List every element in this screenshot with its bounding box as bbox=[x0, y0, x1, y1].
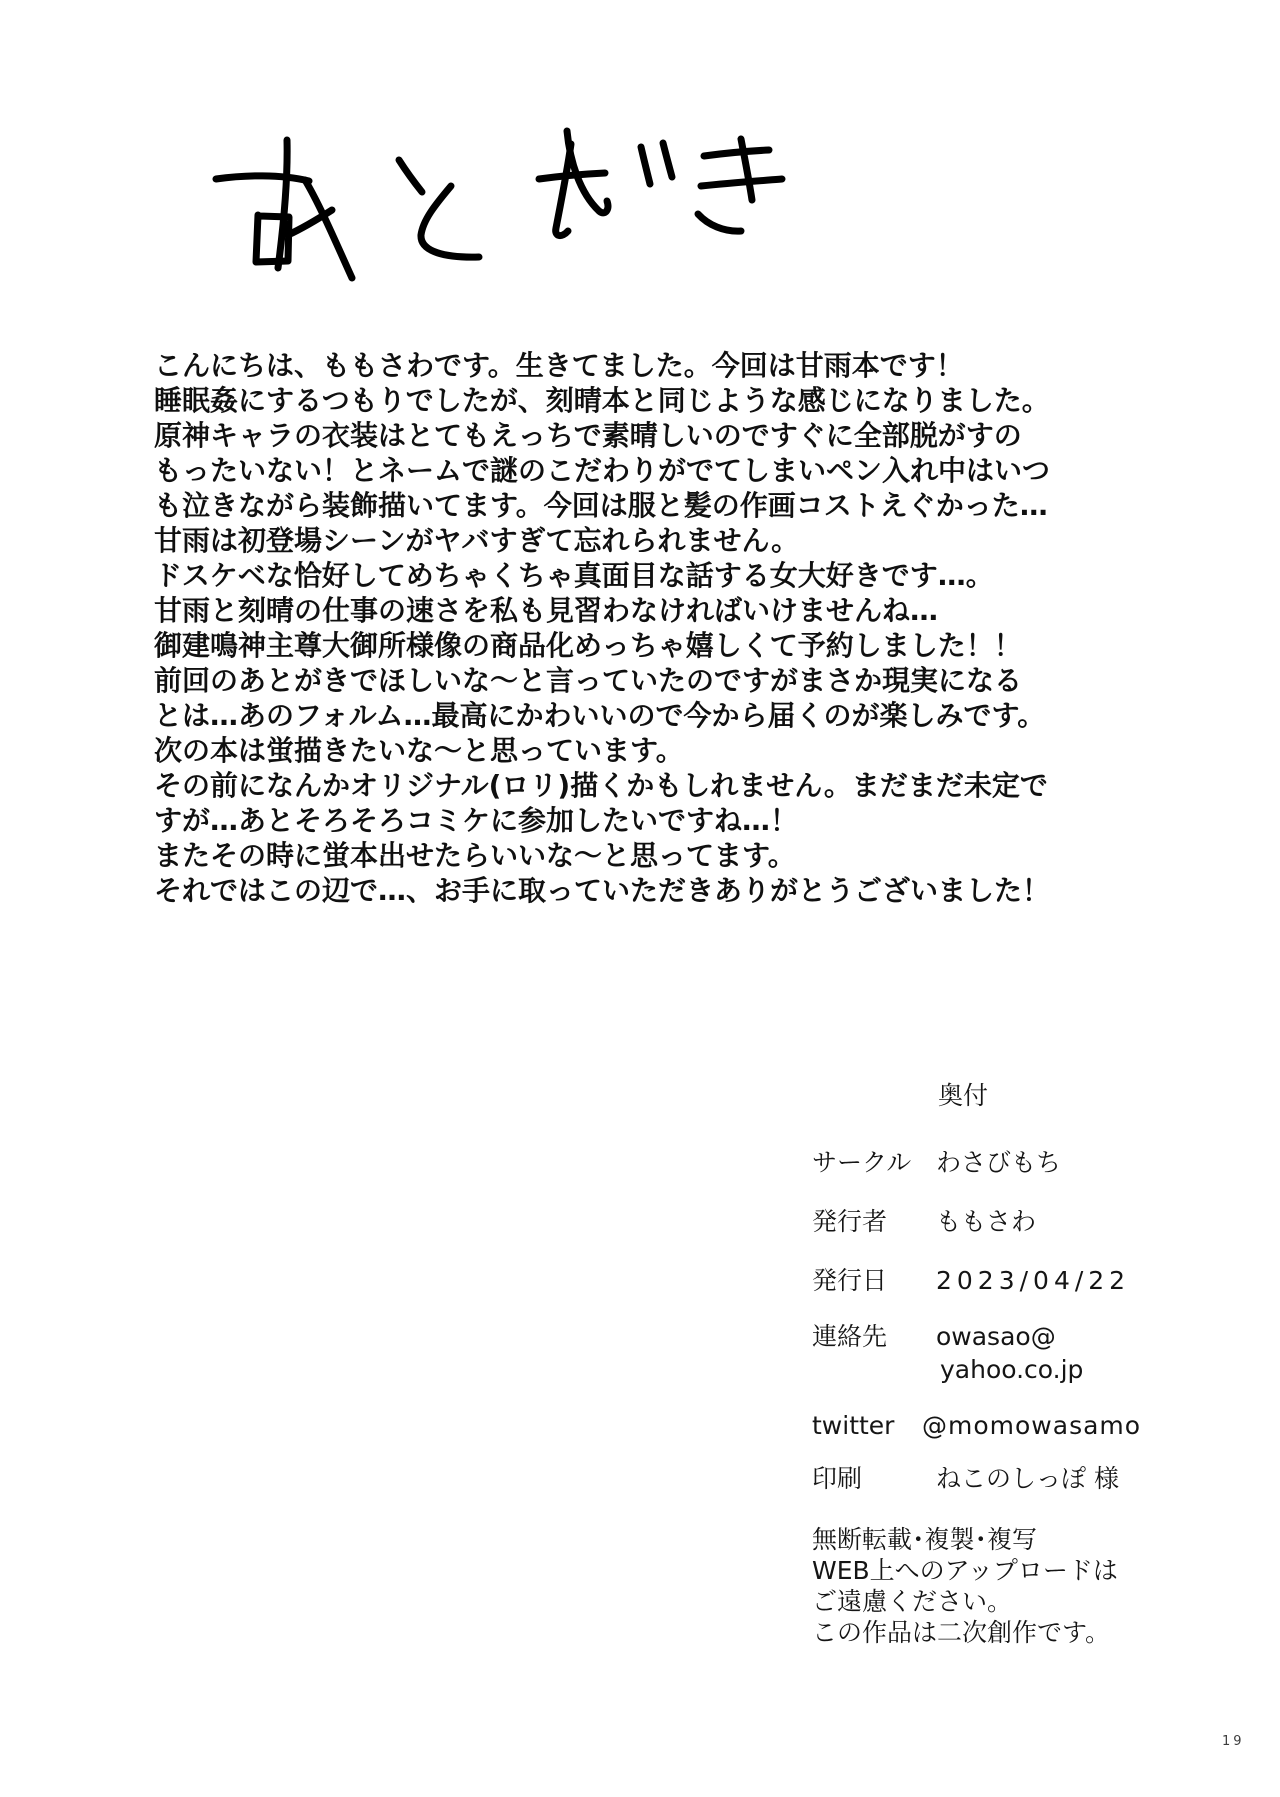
page-number: 19 bbox=[1222, 1734, 1245, 1749]
colophon-row-publisher bbox=[812, 1207, 1252, 1271]
colophon-label: 印刷 bbox=[812, 1464, 863, 1493]
colophon-row-printer bbox=[812, 1464, 1252, 1528]
colophon-row-circle bbox=[812, 1148, 1252, 1212]
colophon-label: 発行日 bbox=[812, 1266, 888, 1295]
body-line: とは…あのフォルム…最高にかわいいので今から届くのが楽しみです。 bbox=[154, 699, 1046, 732]
colophon-label: 発行者 bbox=[812, 1207, 888, 1236]
note-line: 無断転載･複製･複写 bbox=[812, 1525, 1038, 1554]
colophon-row-contact bbox=[812, 1322, 1252, 1392]
body-line: 前回のあとがきでほしいな～と言っていたのですがまさか現実になる bbox=[154, 664, 1023, 697]
afterword-body bbox=[154, 348, 1214, 908]
colophon-notes bbox=[812, 1524, 1118, 1648]
body-line: 御建鳴神主尊大御所様像の商品化めっちゃ嬉しくて予約しました！！ bbox=[154, 629, 1022, 662]
colophon-value: わさびもち bbox=[936, 1148, 1062, 1177]
colophon-heading: 奥付 bbox=[938, 1081, 989, 1110]
colophon-value: 2023/04/22 bbox=[936, 1266, 1131, 1295]
body-line: 睡眠姦にするつもりでしたが、刻晴本と同じような感じになりました。 bbox=[154, 384, 1050, 417]
body-line: こんにちは、ももさわです。生きてました。今回は甘雨本です！ bbox=[154, 349, 964, 382]
body-line: 甘雨と刻晴の仕事の速さを私も見習わなければいけませんね… bbox=[154, 594, 939, 627]
colophon-value: owasao@ bbox=[936, 1322, 1056, 1351]
colophon-label: 連絡先 bbox=[812, 1322, 888, 1351]
note-line: WEB上へのアップロードは bbox=[812, 1556, 1118, 1585]
afterword-title-handwriting bbox=[0, 0, 1280, 320]
colophon-value: @momowasamo bbox=[922, 1411, 1142, 1440]
body-line: もったいない！とネームで謎のこだわりがでてしまいペン入れ中はいつ bbox=[154, 454, 1051, 487]
colophon-label: twitter bbox=[812, 1411, 895, 1440]
body-line: 次の本は蛍描きたいな～と思っています。 bbox=[154, 734, 684, 767]
body-line: すが…あとそろそろコミケに参加したいですね…！ bbox=[154, 804, 799, 837]
body-line: ドスケベな恰好してめちゃくちゃ真面目な話する女大好きです…。 bbox=[154, 559, 994, 592]
colophon-label: サークル bbox=[812, 1148, 912, 1177]
body-line: その前になんかオリジナル(ロリ)描くかもしれません。まだまだ未定で bbox=[154, 769, 1048, 802]
body-line: 甘雨は初登場シーンがヤバすぎて忘れられません。 bbox=[154, 524, 800, 557]
note-line: この作品は二次創作です。 bbox=[812, 1618, 1111, 1647]
colophon-value: ももさわ bbox=[936, 1207, 1037, 1236]
note-line: ご遠慮ください。 bbox=[812, 1587, 1013, 1616]
body-line: またその時に蛍本出せたらいいな～と思ってます。 bbox=[154, 839, 796, 872]
body-line: それではこの辺で…、お手に取っていただきありがとうございました！ bbox=[154, 874, 1051, 907]
body-line: も泣きながら装飾描いてます。今回は服と髪の作画コストえぐかった… bbox=[154, 489, 1048, 522]
colophon-row-publication-date bbox=[812, 1266, 1252, 1330]
colophon-value-line2: yahoo.co.jp bbox=[940, 1355, 1084, 1384]
body-line: 原神キャラの衣装はとてもえっちで素晴しいのですぐに全部脱がすの bbox=[154, 419, 1022, 452]
colophon-value: ねこのしっぽ 様 bbox=[936, 1464, 1119, 1493]
